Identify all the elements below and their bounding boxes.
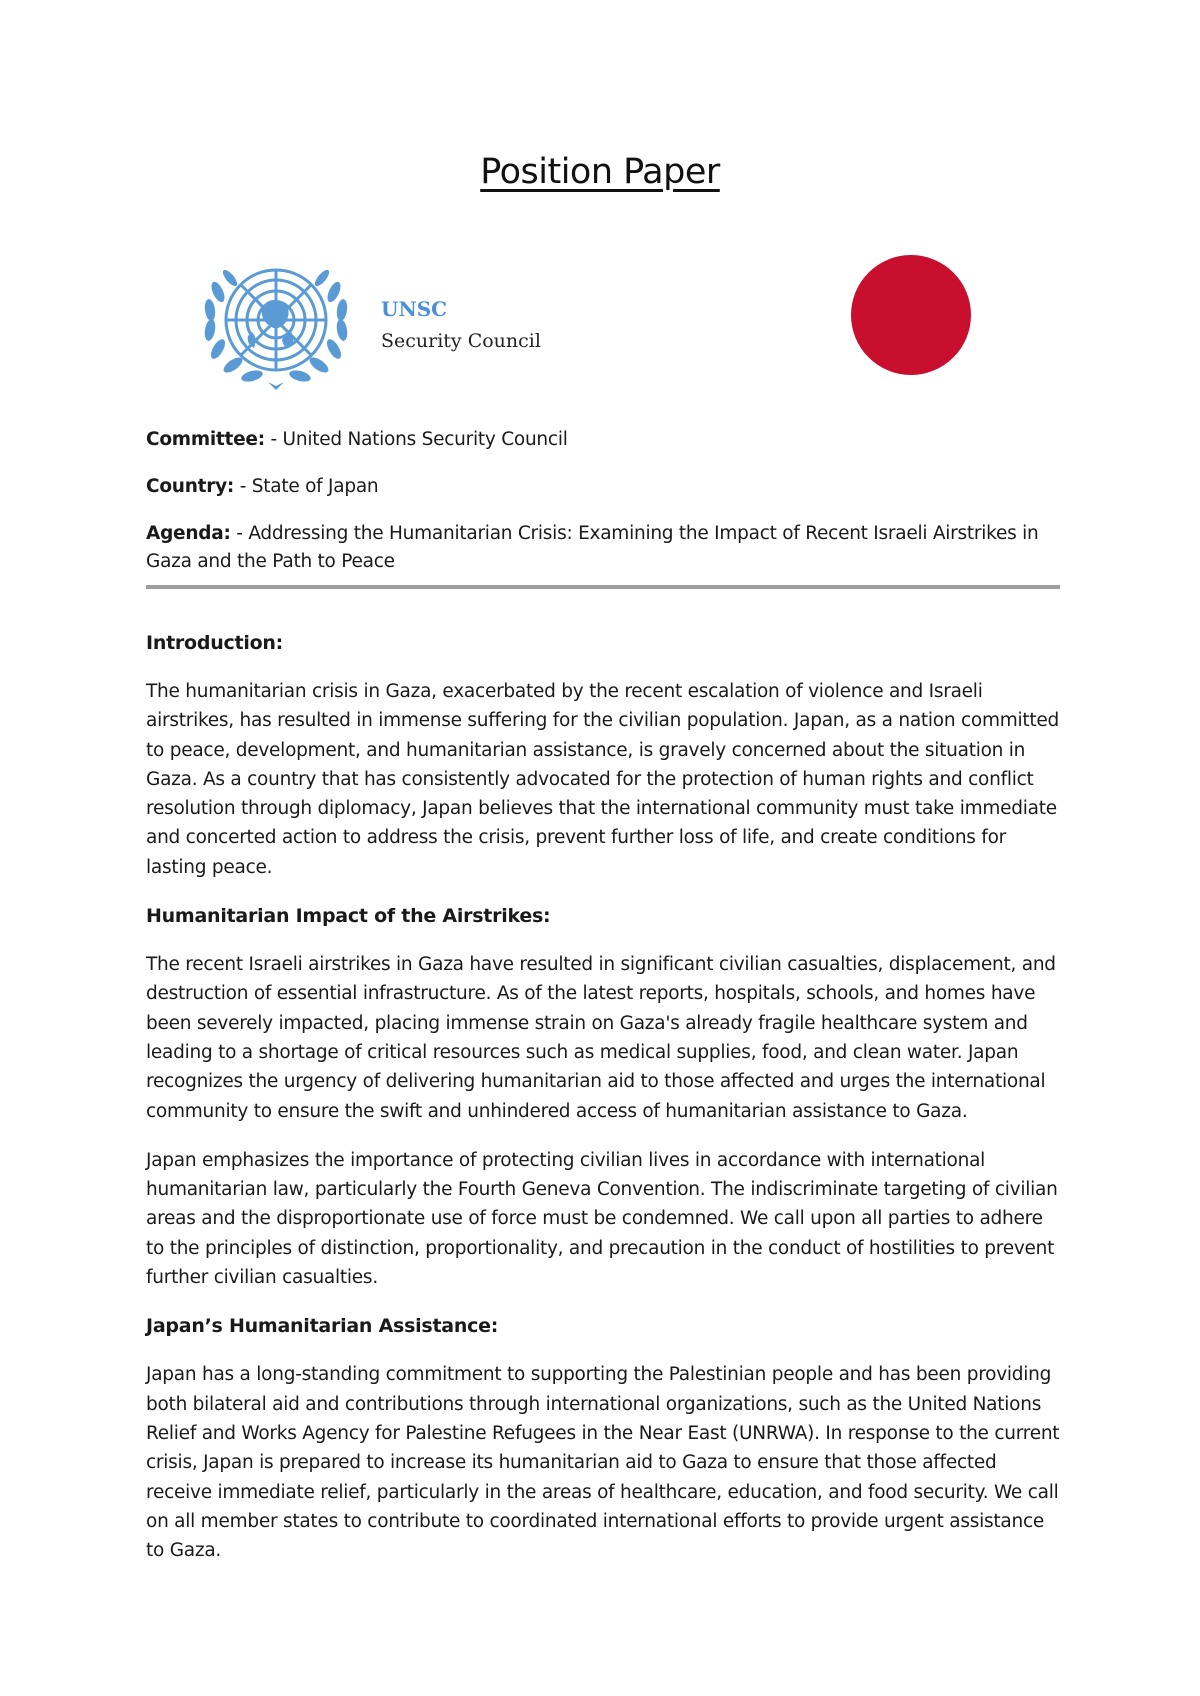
paragraph: The humanitarian crisis in Gaza, exacerbated by the recent escalation of violence and Israeli airstrikes, has resulted in immense suffering for the civilian population. Japan, as a nation committed to peace, development, and humanitarian assistance, is gravely concerned about the situation in Gaza. As a country that has consistently advocated for the protection of human rights and conflict resolution through diplomacy, Japan believes that the international community must take immediate and concerted action to address the crisis, prevent further loss of life, and create conditions for lasting peace. <box>146 681 1060 878</box>
document-title: Position Paper <box>480 152 720 192</box>
unsc-acronym: UNSC <box>381 297 448 321</box>
paragraph: The recent Israeli airstrikes in Gaza have resulted in significant civilian casualties, displacement, and destruction of essential infrastructure. As of the latest reports, hospitals, schools, and homes have been severely impacted, placing immense strain on Gaza's already fragile healthcare system and leading to a shortage of critical resources such as medical supplies, food, and clean water. Japan recognizes the urgency of delivering humanitarian aid to those affected and urges the international community to ensure the swift and unhindered access of humanitarian assistance to Gaza. <box>146 954 1056 1122</box>
japan-flag-icon <box>850 254 972 376</box>
committee-line <box>146 426 1060 454</box>
country-label: Country: <box>146 476 235 497</box>
agenda-label: Agenda: <box>146 523 231 544</box>
paragraph: Japan emphasizes the importance of protecting civilian lives in accordance with international humanitarian law, particularly the Fourth Geneva Convention. The indiscriminate targeting of civilian areas and the disproportionate use of force must be condemned. We call upon all parties to adhere to the principles of distinction, proportionality, and precaution in the conduct of hostilities to prevent further civilian casualties. <box>146 1149 1058 1289</box>
horizontal-divider <box>146 585 1060 589</box>
section-heading-humanitarian-assistance: Japan’s Humanitarian Assistance: <box>146 1315 499 1338</box>
section-heading-humanitarian-impact: Humanitarian Impact of the Airstrikes: <box>146 905 551 928</box>
section-heading-introduction: Introduction: <box>146 632 284 654</box>
country-value: - State of Japan <box>234 476 379 497</box>
document-body <box>146 426 1060 1585</box>
agenda-line <box>146 520 1060 576</box>
country-line <box>146 473 1060 501</box>
un-emblem-icon <box>192 252 360 394</box>
paragraph: Japan has a long-standing commitment to supporting the Palestinian people and has been providing both bilateral aid and contributions through international organizations, such as the United Nations Relief and Works Agency for Palestine Refugees in the Near East (UNRWA). In response to the current crisis, Japan is prepared to increase its humanitarian aid to Gaza to ensure that those affected receive immediate relief, particularly in the areas of healthcare, education, and food security. We call on all member states to contribute to coordinated international efforts to provide urgent assistance to Gaza. <box>146 1364 1060 1562</box>
unsc-logo-text <box>381 296 541 354</box>
unsc-full-name: Security Council <box>381 330 541 352</box>
committee-value: - United Nations Security Council <box>264 429 568 450</box>
agenda-value: - Addressing the Humanitarian Crisis: Examining the Impact of Recent Israeli Airstrikes in Gaza and the Path to Peace <box>146 523 1039 572</box>
committee-label: Committee: <box>146 429 265 450</box>
